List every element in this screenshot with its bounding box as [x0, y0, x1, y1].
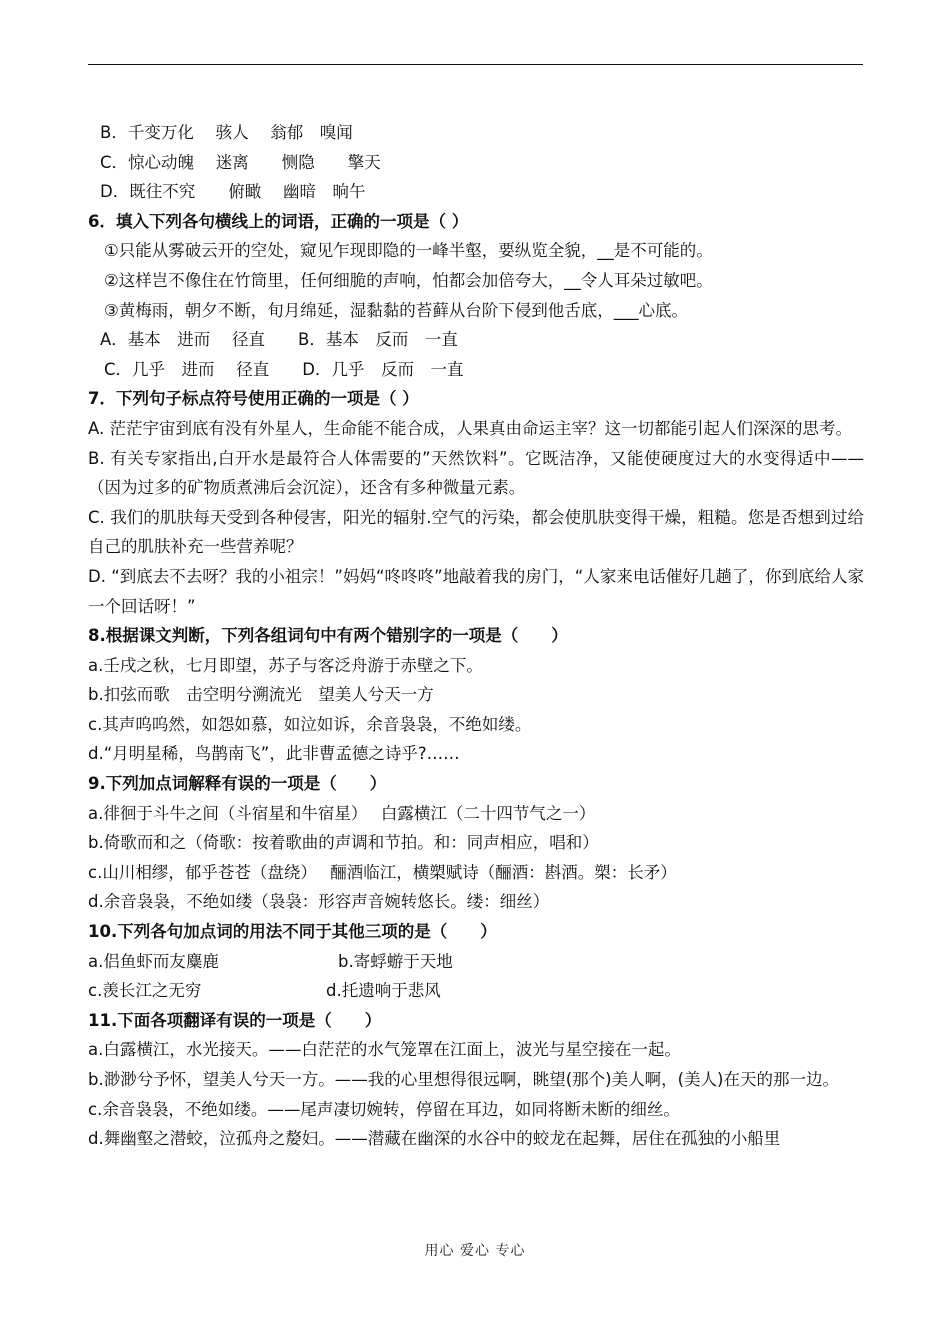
q6-sentence-2: ②这样岂不像住在竹筒里，任何细脆的声响，怕都会加倍夸大，__令人耳朵过敏吧。	[104, 270, 713, 290]
q10-option-a: a.侣鱼虾而友麋鹿	[88, 951, 219, 971]
q11-option-b: b.渺渺兮予怀，望美人兮天一方。——我的心里想得很远啊，眺望(那个)美人啊，(美人)在天的那一边。	[88, 1070, 839, 1089]
q6-options-ab: A．基本 进而 径直 B．基本 反而 一直	[100, 330, 458, 350]
q8-option-a: a.壬戌之秋，七月即望，苏子与客泛舟游于赤壁之下。	[88, 655, 483, 675]
q10-options-row-1	[88, 947, 864, 977]
q6-sentence-1: ①只能从雾破云开的空处，窥见乍现即隐的一峰半壑，要纵览全貌，__是不可能的。	[104, 241, 713, 261]
q10-option-c: c.羡长江之无穷	[88, 981, 202, 1001]
q8-option-c: c.其声呜呜然，如怨如慕，如泣如诉，余音袅袅，不绝如缕。	[88, 714, 532, 734]
q10-options-row-2	[88, 976, 864, 1006]
q9-option-c: c.山川相缪，郁乎苍苍（盘绕） 酾酒临江，横槊赋诗（酾酒：斟酒。槊：长矛）	[88, 862, 677, 882]
q11-title: 11.下面各项翻译有误的一项是（ ）	[88, 1010, 382, 1030]
q7-option-b: B. 有关专家指出,白开水是最符合人体需要的”天然饮料”。它既洁净，又能使硬度过大的水变得适中——（因为过多的矿物质煮沸后会沉淀），还含有多种微量元素。	[88, 448, 864, 498]
q11-option-d: d.舞幽壑之潜蛟，泣孤舟之嫠妇。——潜藏在幽深的水谷中的蛟龙在起舞，居住在孤独的小船里	[88, 1129, 781, 1149]
q5-option-b: B．千变万化 骇人 翁郁 嗅闻	[100, 123, 353, 142]
q9-option-b: b.倚歌而和之（倚歌：按着歌曲的声调和节拍。和：同声相应，唱和）	[88, 833, 599, 853]
q6-options-cd: C．几乎 进而 径直 D．几乎 反而 一直	[104, 359, 464, 379]
q7-option-d: D. “到底去不去呀？我的小祖宗！”妈妈“咚咚咚”地敲着我的房门，“人家来电话催好几趟了，你到底给人家一个回话呀！”	[88, 566, 864, 616]
q9-option-d: d.余音袅袅，不绝如缕（袅袅：形容声音婉转悠长。缕：细丝）	[88, 892, 550, 912]
q6-sentence-3: ③黄梅雨，朝夕不断，旬月绵延，湿黏黏的苔藓从台阶下侵到他舌底，___心底。	[104, 300, 689, 320]
q8-title: 8.根据课文判断，下列各组词句中有两个错别字的一项是（ ）	[88, 626, 568, 646]
q7-option-a: A. 茫茫宇宙到底有没有外星人，生命能不能合成，人果真由命运主宰？这一切都能引起人们深深的思考。	[88, 418, 852, 438]
q7-title: 7．下列句子标点符号使用正确的一项是（ ）	[88, 389, 419, 409]
q6-title: 6．填入下列各句横线上的词语，正确的一项是（ ）	[88, 211, 469, 231]
q7-option-c: C. 我们的肌肤每天受到各种侵害，阳光的辐射.空气的污染，都会使肌肤变得干燥，粗糙。您是否想到过给自己的肌肤补充一些营养呢？	[88, 507, 864, 557]
q10-option-d: d.托遗响于悲风	[326, 981, 441, 1001]
q11-option-a: a.白露横江，水光接天。——白茫茫的水气笼罩在江面上，波光与星空接在一起。	[88, 1040, 681, 1060]
q10-title: 10.下列各句加点词的用法不同于其他三项的是（ ）	[88, 922, 497, 942]
q9-option-a: a.徘徊于斗牛之间（斗宿星和牛宿星） 白露横江（二十四节气之一）	[88, 803, 596, 823]
q5-option-c: C．惊心动魄 迷离 恻隐 擎天	[100, 152, 381, 172]
q8-option-b: b.扣弦而歌 击空明兮溯流光 望美人兮天一方	[88, 685, 434, 705]
page-footer: 用心 爱心 专心	[424, 1243, 526, 1259]
q10-option-b: b.寄蜉蝣于天地	[338, 951, 453, 971]
q11-option-c: c.余音袅袅，不绝如缕。——尾声凄切婉转，停留在耳边，如同将断未断的细丝。	[88, 1099, 680, 1119]
document-body	[88, 118, 864, 1154]
header-rule	[88, 64, 863, 65]
q5-option-d: D．既往不究 俯瞰 幽暗 晌午	[100, 182, 366, 202]
q8-option-d: d.“月明星稀，鸟鹊南飞”，此非曹孟德之诗乎?……	[88, 744, 460, 764]
q9-title: 9.下列加点词解释有误的一项是（ ）	[88, 774, 387, 794]
